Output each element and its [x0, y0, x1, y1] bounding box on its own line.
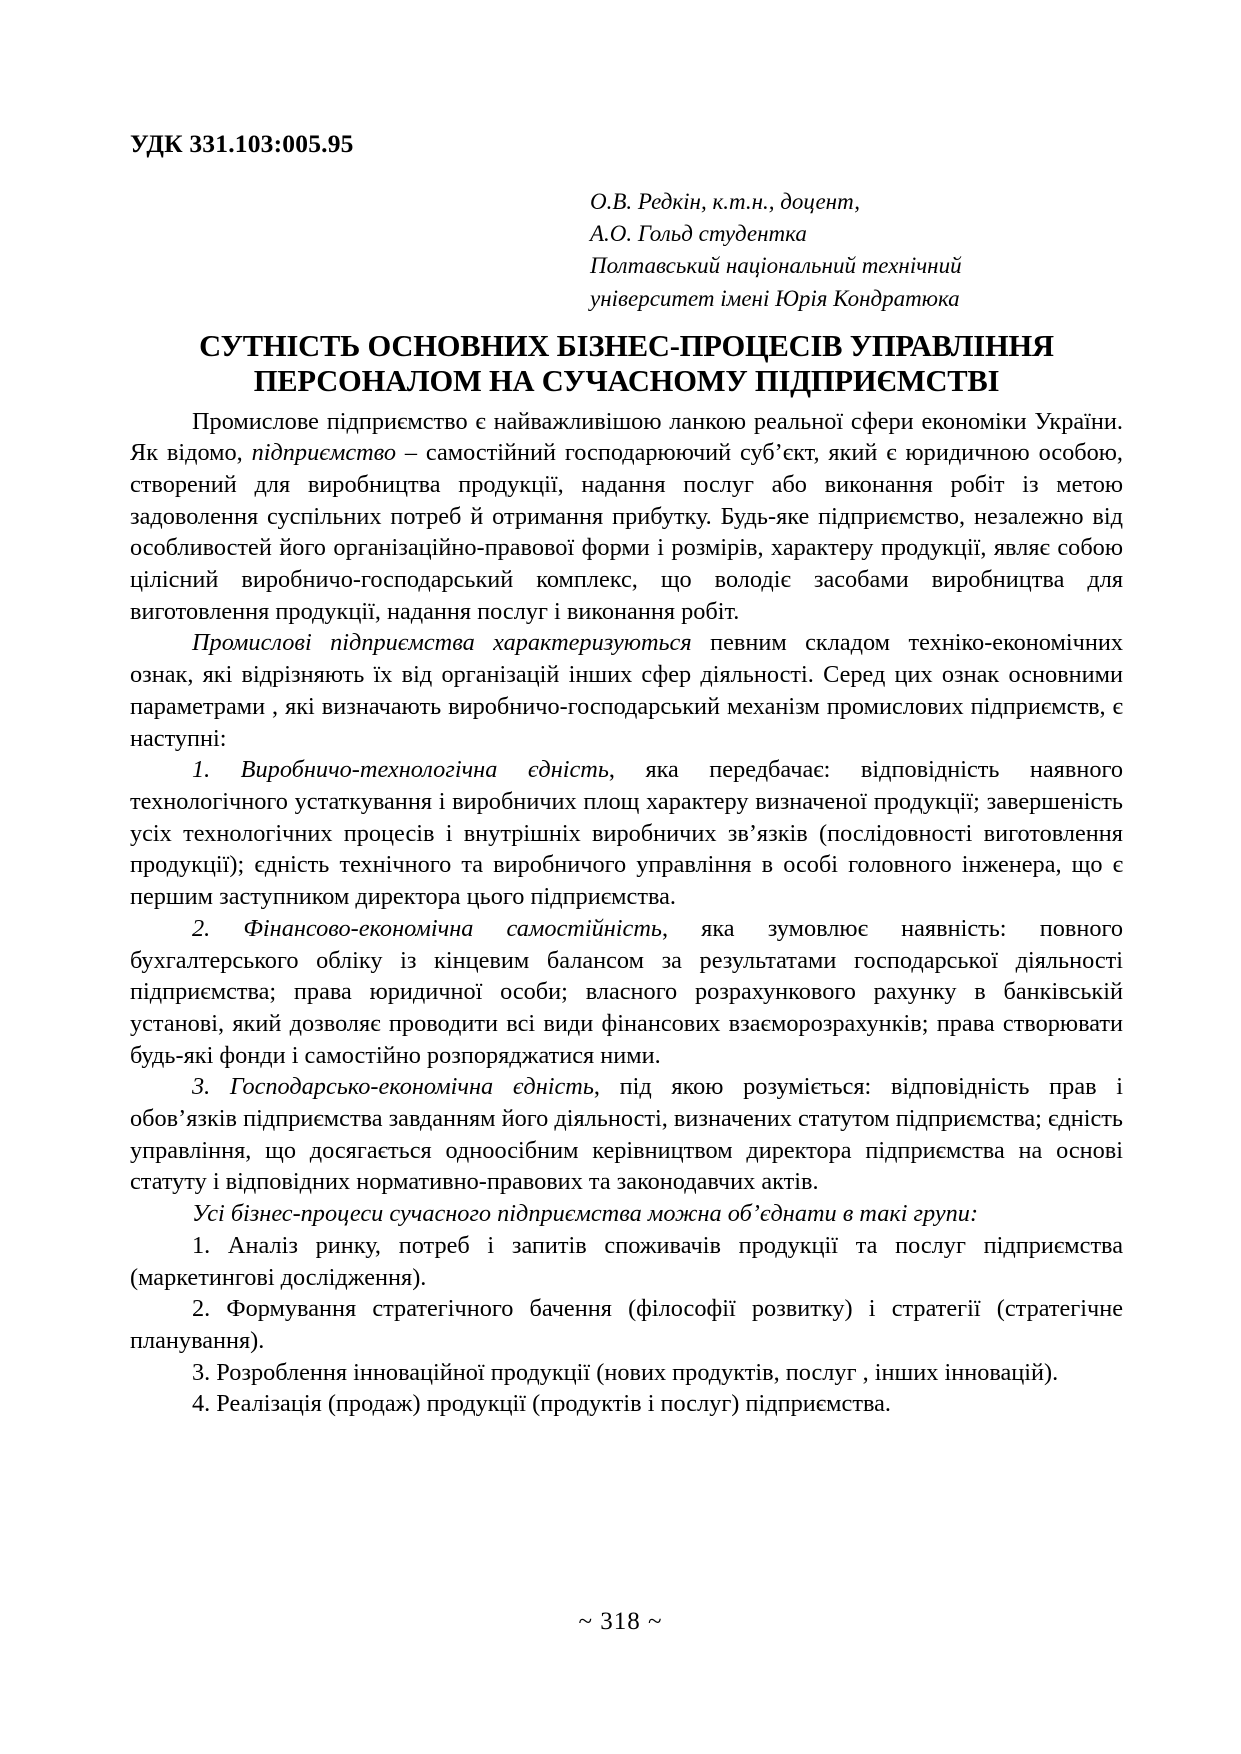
- text-run: Промислове підприємство є найважливішою ланкою реальної сфери економіки України. Як відомо,: [130, 407, 1123, 467]
- page-title: [130, 329, 1123, 400]
- text-run: певним складом техніко-економічних ознак, які відрізняють їх від організацій інших сфер діяльності. Серед цих ознак основними параметрами , які визначають виробничо-господарський механізм промислових підприємств, є наступні:: [130, 629, 1123, 752]
- emphasis-run: 1. Виробничо-технологічна єдність: [192, 756, 609, 784]
- text-run: 1. Аналіз ринку, потреб і запитів споживачів продукції та послуг підприємства (маркетингові дослідження).: [130, 1231, 1123, 1291]
- author-line: О.В. Редкін, к.т.н., доцент,: [590, 189, 861, 215]
- title-line: ПЕРСОНАЛОМ НА СУЧАСНОМУ ПІДПРИЄМСТВІ: [253, 364, 1000, 399]
- paragraph: [130, 1357, 1123, 1389]
- text-run: – самостійний господарюючий суб’єкт, який є юридичною особою, створений для виробництва продукції, надання послуг або виконання робіт із метою задоволення суспільних потреб й отримання прибутку. Будь-яке підприємство, незалежно від особливостей його організаційно-правової форми і розмірів, характеру продукції, являє собою цілісний виробничо-господарський комплекс, що володіє засобами виробництва для виготовлення продукції, надання послуг і виконання робіт.: [130, 439, 1123, 625]
- emphasis-run: Промислові підприємства характеризуються: [192, 629, 692, 657]
- paragraph: [130, 1230, 1123, 1293]
- author-line: А.О. Гольд студентка: [590, 221, 807, 247]
- text-run: 4. Реалізація (продаж) продукції (продуктів і послуг) підприємства.: [192, 1390, 891, 1418]
- text-run: 2. Формування стратегічного бачення (філософії розвитку) і стратегії (стратегічне планування).: [130, 1295, 1123, 1354]
- emphasis-run: 3. Господарсько-економічна єдність: [192, 1073, 594, 1101]
- paragraph: [130, 754, 1123, 913]
- paragraph: [130, 1071, 1123, 1198]
- emphasis-run: Усі бізнес-процеси сучасного підприємства можна об’єднати в такі групи:: [192, 1200, 979, 1228]
- paragraph: [130, 1388, 1123, 1420]
- udc-code: УДК 331.103:005.95: [130, 129, 354, 158]
- paragraph: [130, 913, 1123, 1072]
- body-text: [130, 406, 1123, 1421]
- text-run: , яка передбачає: відповідність наявного технологічного устаткування і виробничих площ характеру визначеної продукції; завершеність усіх технологічних процесів і внутрішніх виробничих зв’язків (послідовності виготовлення продукції); єдність технічного та виробничого управління в особі головного інженера, що є першим заступником директора цього підприємства.: [130, 756, 1123, 911]
- author-affiliation-block: [590, 186, 1123, 315]
- paragraph: [130, 627, 1123, 754]
- affiliation-line: університет імені Юрія Кондратюка: [590, 285, 960, 311]
- text-run: , яка зумовлює наявність: повного бухгалтерського обліку із кінцевим балансом за результатами господарської діяльності підприємства; права юридичної особи; власного розрахункового рахунку в банківській установі, який дозволяє проводити всі види фінансових взаєморозрахунків; права створювати будь-які фонди і самостійно розпоряджатися ними.: [130, 914, 1123, 1069]
- affiliation-line: Полтавський національний технічний: [590, 253, 962, 279]
- paragraph: [130, 406, 1123, 628]
- text-run: 3. Розроблення інноваційної продукції (нових продуктів, послуг , інших інновацій).: [192, 1358, 1059, 1386]
- paragraph: [130, 1293, 1123, 1356]
- emphasis-run: підприємство: [251, 439, 397, 467]
- text-run: , під якою розуміється: відповідність прав і обов’язків підприємства завданням його діяльності, визначених статутом підприємства; єдність управління, що досягається одноосібним керівництвом директора підприємства на основі статуту і відповідних нормативно-правових та законодавчих актів.: [130, 1073, 1124, 1196]
- emphasis-run: 2. Фінансово-економічна самостійність: [192, 914, 662, 942]
- title-line: СУТНІСТЬ ОСНОВНИХ БІЗНЕС-ПРОЦЕСІВ УПРАВЛІННЯ: [199, 328, 1054, 363]
- paragraph: [130, 1198, 1123, 1230]
- page-number: ~ 318 ~: [578, 1608, 663, 1635]
